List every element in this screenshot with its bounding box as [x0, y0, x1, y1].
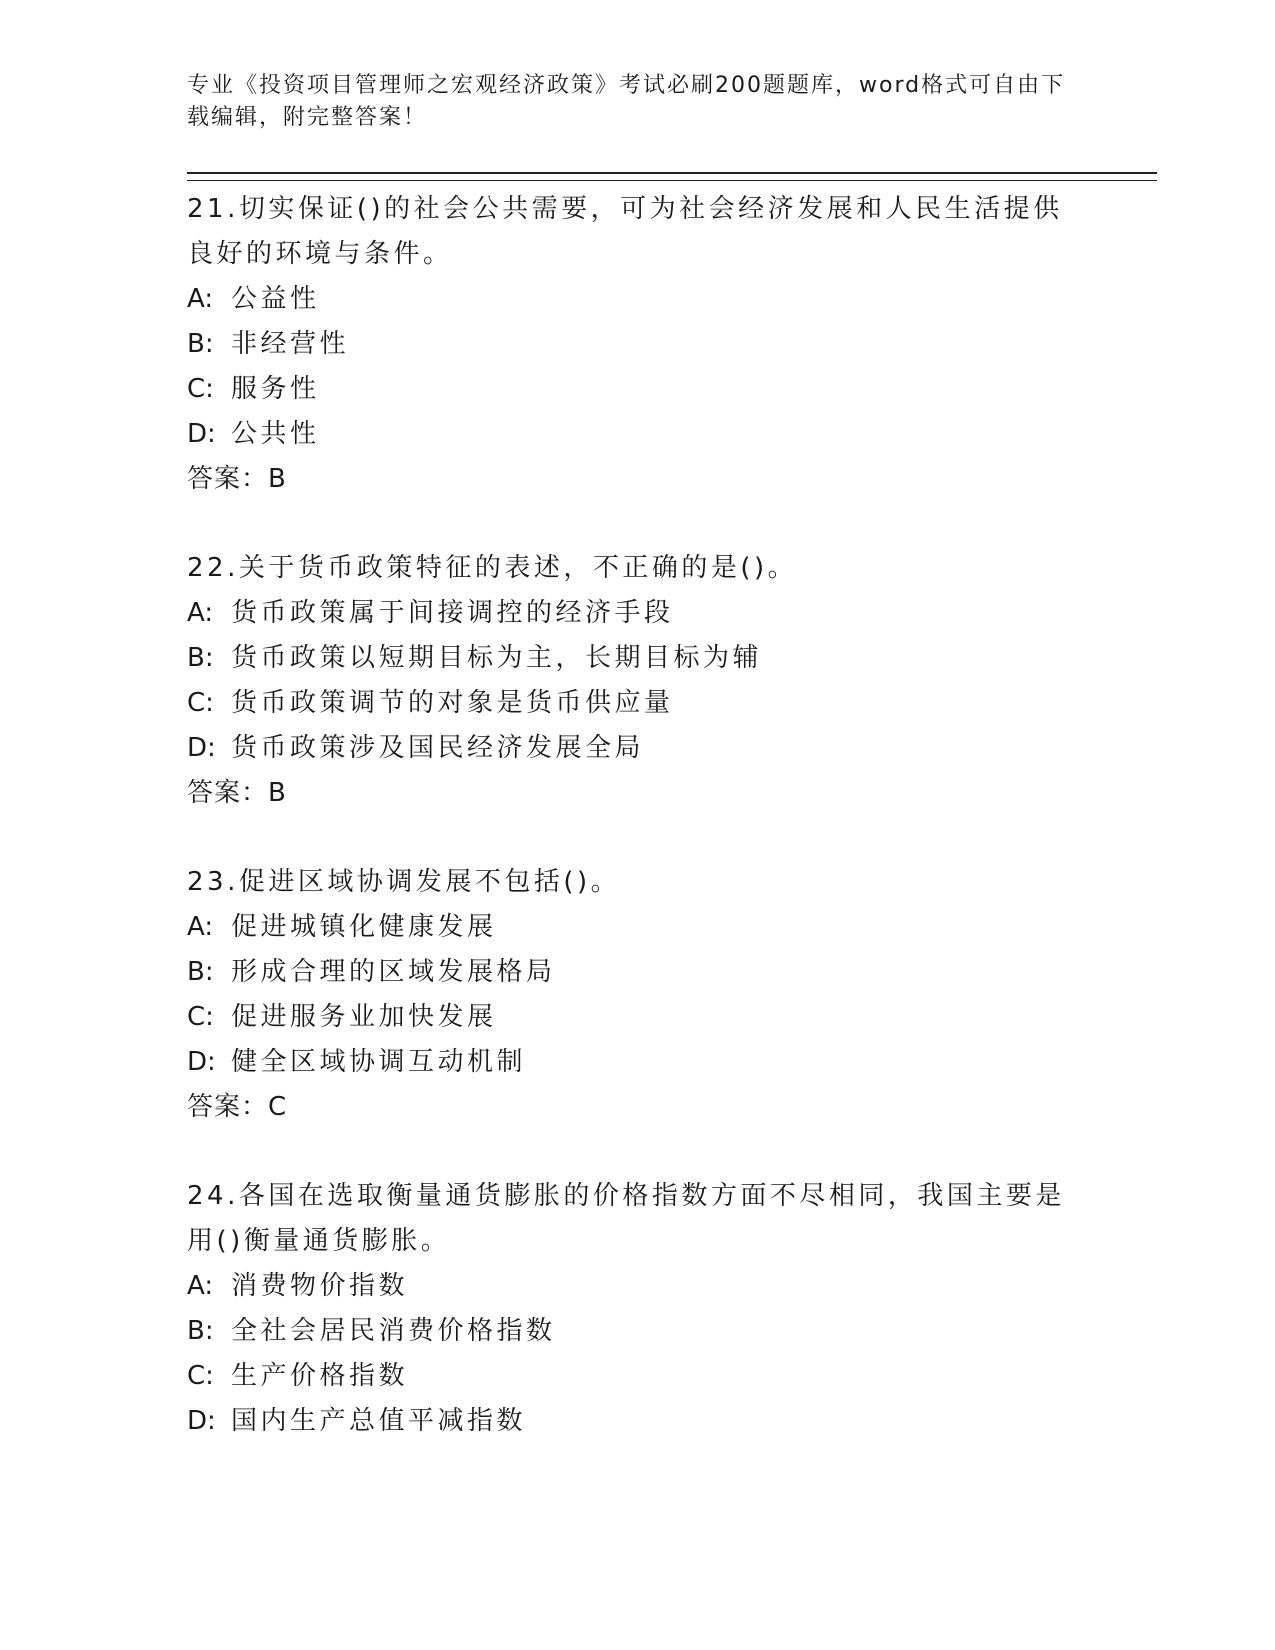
option-a [187, 277, 1157, 322]
option-label: C: [187, 374, 214, 404]
option-d [187, 412, 1157, 457]
option-text: 促进服务业加快发展 [231, 1002, 497, 1032]
option-a [187, 591, 1157, 636]
option-d [187, 1040, 1157, 1085]
question-21 [187, 187, 1157, 502]
option-label: D: [187, 1406, 216, 1436]
option-c [187, 995, 1157, 1040]
option-text: 非经营性 [231, 329, 350, 359]
option-b [187, 1309, 1157, 1354]
question-stem: 22.关于货币政策特征的表述，不正确的是()。 [187, 553, 798, 583]
option-text: 公益性 [231, 284, 320, 314]
option-text: 全社会居民消费价格指数 [231, 1316, 556, 1346]
option-d [187, 726, 1157, 771]
option-label: B: [187, 957, 214, 987]
option-a [187, 1264, 1157, 1309]
option-text: 货币政策以短期目标为主，长期目标为辅 [231, 643, 763, 673]
answer-line: 答案：C [187, 1092, 288, 1122]
option-c [187, 367, 1157, 412]
option-label: A: [187, 284, 214, 314]
option-label: A: [187, 1271, 214, 1301]
option-b [187, 322, 1157, 367]
option-b [187, 950, 1157, 995]
option-text: 生产价格指数 [231, 1361, 409, 1391]
option-label: A: [187, 598, 214, 628]
option-text: 健全区域协调互动机制 [231, 1047, 527, 1077]
document-page [187, 70, 1157, 1444]
option-label: D: [187, 1047, 216, 1077]
option-a [187, 905, 1157, 950]
question-stem: 21.切实保证()的社会公共需要，可为社会经济发展和人民生活提供良好的环境与条件。 [187, 194, 1063, 269]
answer-line: 答案：B [187, 778, 287, 808]
option-text: 货币政策属于间接调控的经济手段 [231, 598, 674, 628]
option-label: C: [187, 688, 214, 718]
option-text: 形成合理的区域发展格局 [231, 957, 556, 987]
question-24 [187, 1174, 1157, 1444]
answer-line: 答案：B [187, 464, 287, 494]
option-d [187, 1399, 1157, 1444]
question-stem: 24.各国在选取衡量通货膨胀的价格指数方面不尽相同，我国主要是用()衡量通货膨胀。 [187, 1181, 1065, 1256]
option-text: 国内生产总值平减指数 [231, 1406, 527, 1436]
option-label: B: [187, 1316, 214, 1346]
document-header-note: 专业《投资项目管理师之宏观经济政策》考试必刷200题题库，word格式可自由下载编辑，附完整答案！ [187, 73, 1066, 130]
option-text: 服务性 [231, 374, 320, 404]
header-divider [187, 172, 1157, 181]
option-text: 促进城镇化健康发展 [231, 912, 497, 942]
option-label: B: [187, 329, 214, 359]
option-label: D: [187, 419, 216, 449]
question-stem: 23.促进区域协调发展不包括()。 [187, 867, 621, 897]
option-c [187, 1354, 1157, 1399]
option-b [187, 636, 1157, 681]
option-label: B: [187, 643, 214, 673]
question-23 [187, 860, 1157, 1130]
option-text: 货币政策涉及国民经济发展全局 [231, 733, 645, 763]
option-c [187, 681, 1157, 726]
option-text: 货币政策调节的对象是货币供应量 [231, 688, 674, 718]
question-22 [187, 546, 1157, 816]
option-label: D: [187, 733, 216, 763]
option-label: A: [187, 912, 214, 942]
option-label: C: [187, 1002, 214, 1032]
option-label: C: [187, 1361, 214, 1391]
option-text: 公共性 [231, 419, 320, 449]
option-text: 消费物价指数 [231, 1271, 409, 1301]
